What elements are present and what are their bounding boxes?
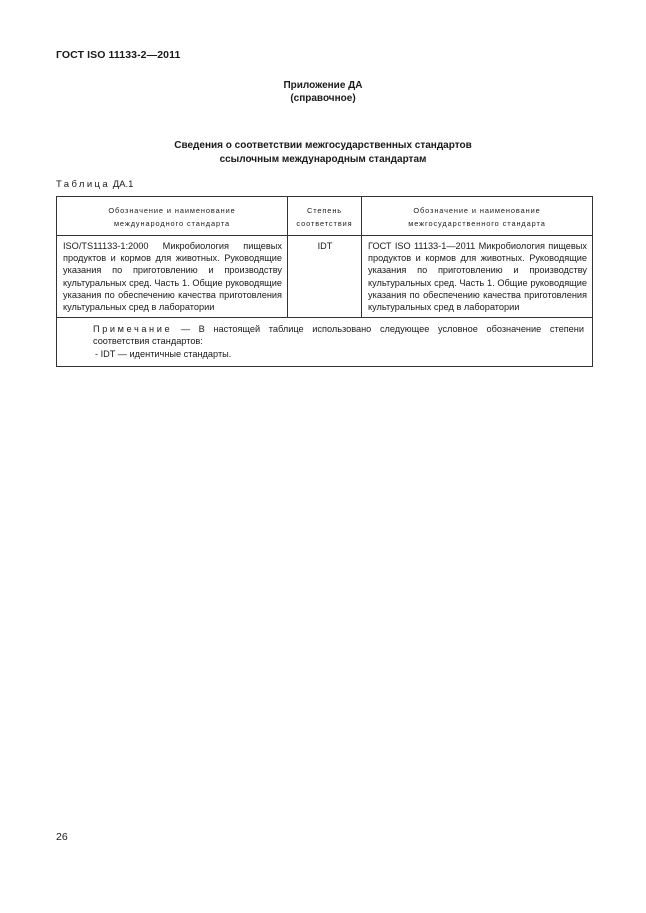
document-designation: ГОСТ ISO 11133-2—2011 <box>56 49 181 61</box>
column-header-line: международного стандарта <box>113 219 231 228</box>
column-header-line: межгосударственного стандарта <box>408 219 546 228</box>
table-caption-label: Таблица <box>56 179 111 190</box>
page-number: 26 <box>56 831 68 843</box>
section-heading-line-1: Сведения о соответствии межгосударственных стандартов <box>174 140 472 151</box>
interstate-standard-cell: ГОСТ ISO 11133-1—2011 Микробиология пищевых продуктов и кормов для животных. Руководящие указания по приготовлению и производству культуральных сред. Часть 1. Общие руководящие указания по обеспечению качества приготовления культуральных сред в лаборатории <box>362 236 593 318</box>
table-note-row <box>57 318 593 367</box>
table-row <box>57 236 593 318</box>
annex-subtitle: (справочное) <box>290 93 356 104</box>
column-header-interstate <box>362 197 593 236</box>
note-text: — В настоящей таблице использовано следующее условное обозначение степени соответствия стандартов: <box>93 324 584 347</box>
table-header-row <box>57 197 593 236</box>
column-header-degree <box>288 197 362 236</box>
international-standard-cell: ISO/TS11133-1:2000 Микробиология пищевых продуктов и кормов для животных. Руководящие указания по приготовлению и производству культуральных сред. Часть 1. Общие руководящие указания по обеспечению качества приготовления культуральных сред в лаборатории <box>57 236 288 318</box>
section-heading-line-2: ссылочным международным стандартам <box>219 154 427 165</box>
standards-correspondence-table <box>56 196 593 367</box>
column-header-line: Обозначение и наименование <box>413 206 541 215</box>
note-lead <box>65 323 584 347</box>
table-caption-number: ДА.1 <box>112 179 134 190</box>
table-note <box>57 318 593 367</box>
column-header-line: Обозначение и наименование <box>108 206 236 215</box>
note-label: Примечание <box>93 324 173 335</box>
annex-title: Приложение ДА <box>283 80 363 91</box>
column-header-line: Степень <box>306 206 343 215</box>
note-item: - IDT — идентичные стандарты. <box>95 348 232 359</box>
column-header-line: соответствия <box>296 219 353 228</box>
degree-cell: IDT <box>288 236 362 318</box>
table-caption <box>56 179 133 190</box>
column-header-international <box>57 197 288 236</box>
